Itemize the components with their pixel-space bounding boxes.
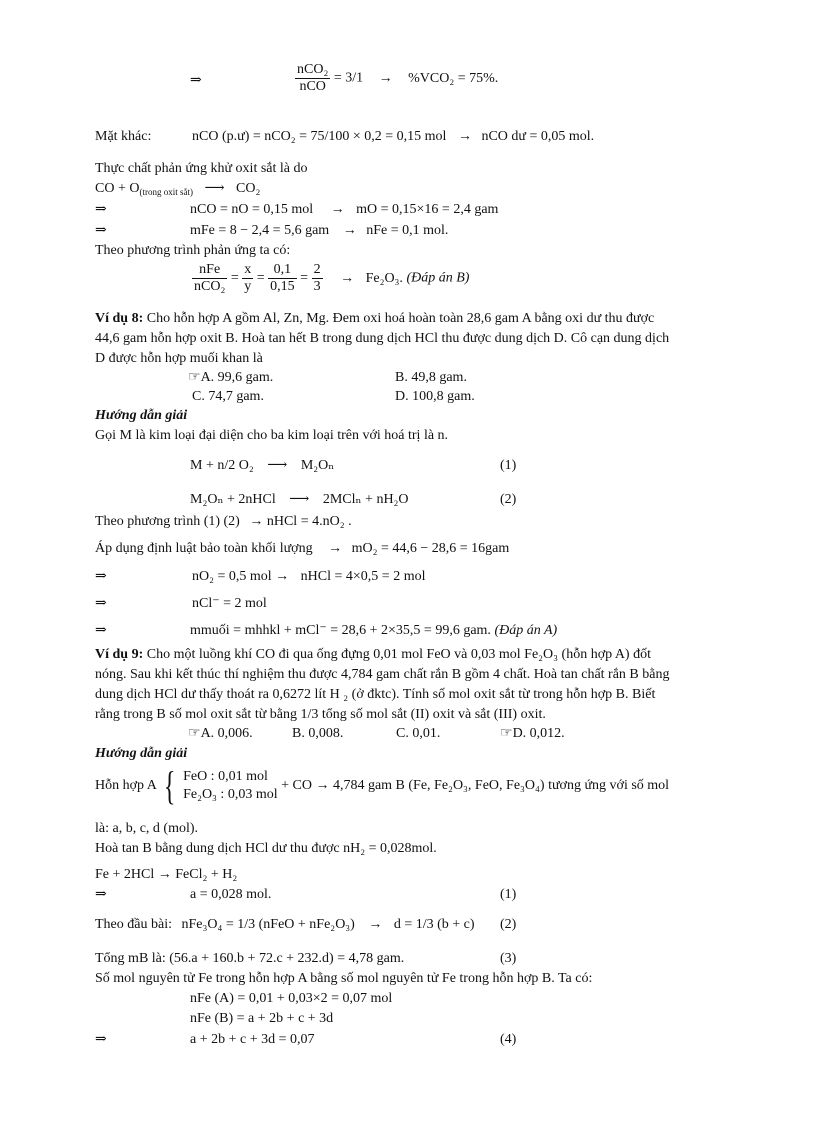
equation-line: Theo phương trình (1) (2) → nHCl = 4.nO₂ . [95,514,352,529]
ratio-fraction: $\frac{\text{nCO₂}}{\text{nCO}}$ = 3/1 → %VCO₂ = 75%. [297,62,499,94]
example-8-line-1: Ví dụ 8: Cho hỗn hợp A gồm Al, Zn, Mg. Đem oxi hoá hoàn toàn 28,6 gam A bằng oxi dư thu được [95,311,655,326]
guide-heading: Hướng dẫn giải [95,408,188,423]
option-b: B. 49,8 gam. [395,370,467,385]
example-9-line-3: dung dịch HCl dư thấy thoát ra 0,6272 lít H ₂ (ở đktc). Tính số mol oxit sắt từ trong hỗn hợp B. Biết [95,687,656,702]
example-9-line-1: Ví dụ 9: Cho một luồng khí CO đi qua ống đựng 0,01 mol FeO và 0,03 mol Fe₂O₃ (hỗn hợp A) đốt [95,647,651,662]
reaction-number: (1) [500,458,517,473]
paragraph: Gọi M là kim loại đại diện cho ba kim loại trên với hoá trị là n. [95,428,449,443]
reaction-1: M + n/2 O₂ ⟶ M₂Oₙ [190,458,335,473]
equation-number: (2) [500,917,517,932]
reaction-number: (2) [500,492,517,507]
equation-number: (1) [500,887,517,902]
implies-symbol: ⇒ [95,1032,107,1047]
paragraph: Theo phương trình phản ứng ta có: [95,243,291,258]
option-d: D. 100,8 gam. [395,389,475,404]
paragraph: Số mol nguyên tử Fe trong hỗn hợp A bằng số mol nguyên tử Fe trong hỗn hợp B. Ta có: [95,971,593,986]
paragraph: là: a, b, c, d (mol). [95,821,199,836]
implies-symbol: ⇒ [95,596,107,611]
example-8-line-3: D được hỗn hợp muối khan là [95,351,263,366]
reaction-2: M₂Oₙ + 2nHCl ⟶ 2MClₙ + nH₂O [190,492,409,507]
implies-symbol: ⇒ [95,202,107,217]
co-reacted-equation: nCO (p.ư) = nCO₂ = 75/100 × 0,2 = 0,15 mol → nCO dư = 0,05 mol. [192,129,595,144]
reaction-equation: CO + $O_{(trong oxit sắt)}$ ⟶ CO₂ [95,181,261,197]
equation-number: (4) [500,1032,517,1047]
check-icon: ☞ [500,726,513,741]
implies-symbol: ⇒ [95,623,107,638]
option-c: C. 0,01. [396,726,441,741]
reaction-equation: Fe + 2HCl → FeCl₂ + H₂ [95,867,238,882]
other-hand-label: Mặt khác: [95,129,152,144]
implies-symbol: ⇒ [95,223,107,238]
implies-symbol: ⇒ [95,887,107,902]
equation-line: a = 0,028 mol. [190,887,272,902]
implies-symbol: ⇒ [95,569,107,584]
equation-line: mFe = 8 − 2,4 = 5,6 gam → nFe = 0,1 mol. [190,223,449,238]
equation-number: (3) [500,951,517,966]
equation-line: nO₂ = 0,5 mol → nHCl = 4×0,5 = 2 mol [192,569,426,584]
option-c: C. 74,7 gam. [192,389,264,404]
equation-line: Tổng mB là: (56.a + 160.b + 72.c + 232.d) = 4,78 gam. [95,951,405,966]
option-d: ☞D. 0,012. [500,726,565,741]
equation-line: nFe (A) = 0,01 + 0,03×2 = 0,07 mol [190,991,393,1006]
equation-line: Theo đầu bài: nFe₃O₄ = 1/3 (nFeO + nFe₂O₃) → d = 1/3 (b + c) [95,917,475,932]
mixture-a-system: Hỗn hợp A { FeO : 0,01 mol Fe₂O₃ : 0,03 mol + CO → 4,784 gam B (Fe, Fe₂O₃, FeO, Fe₃O₄) tương ứng với số mol [95,763,670,808]
example-9-line-2: nóng. Sau khi kết thúc thí nghiệm thu được 4,784 gam chất rắn B gồm 4 chất. Hoà tan chất rắn B bằng [95,667,670,682]
option-b: B. 0,008. [292,726,344,741]
example-9-line-4: rằng trong B số mol oxit sắt từ bằng 1/3 tổng số mol sắt (II) oxit và sắt (III) oxit. [95,707,546,722]
equation-line: a + 2b + c + 3d = 0,07 [190,1032,315,1047]
option-a: ☞A. 99,6 gam. [188,370,274,385]
ratio-equation: $\frac{\text{nFe}}{\text{nCO₂}}$ = $\frac{x}{y}$ = $\frac{0,1}{0,15}$ = $\frac{2}{3}$ → Fe₂O₃. (Đáp án B) [194,262,470,294]
equation-line: nFe (B) = a + 2b + c + 3d [190,1011,334,1026]
equation-line: nCO = nO = 0,15 mol → mO = 0,15×16 = 2,4 gam [190,202,499,217]
guide-heading: Hướng dẫn giải [95,746,188,761]
implies-symbol: ⇒ [190,73,202,88]
equation-line: mmuối = mhhkl + mCl⁻ = 28,6 + 2×35,5 = 99,6 gam. (Đáp án A) [190,623,558,638]
check-icon: ☞ [188,726,201,741]
option-a: ☞A. 0,006. [188,726,253,741]
check-icon: ☞ [188,370,201,385]
paragraph: Thực chất phản ứng khử oxit sắt là do [95,161,308,176]
equation-line: nCl⁻ = 2 mol [192,596,267,611]
paragraph: Hoà tan B bằng dung dịch HCl dư thu được nH₂ = 0,028mol. [95,841,437,856]
equation-line: Áp dụng định luật bảo toàn khối lượng → mO₂ = 44,6 − 28,6 = 16gam [95,541,510,556]
example-8-line-2: 44,6 gam hỗn hợp oxit B. Hoà tan hết B trong dung dịch HCl thu được dung dịch D. Cô cạn dung dịch [95,331,670,346]
